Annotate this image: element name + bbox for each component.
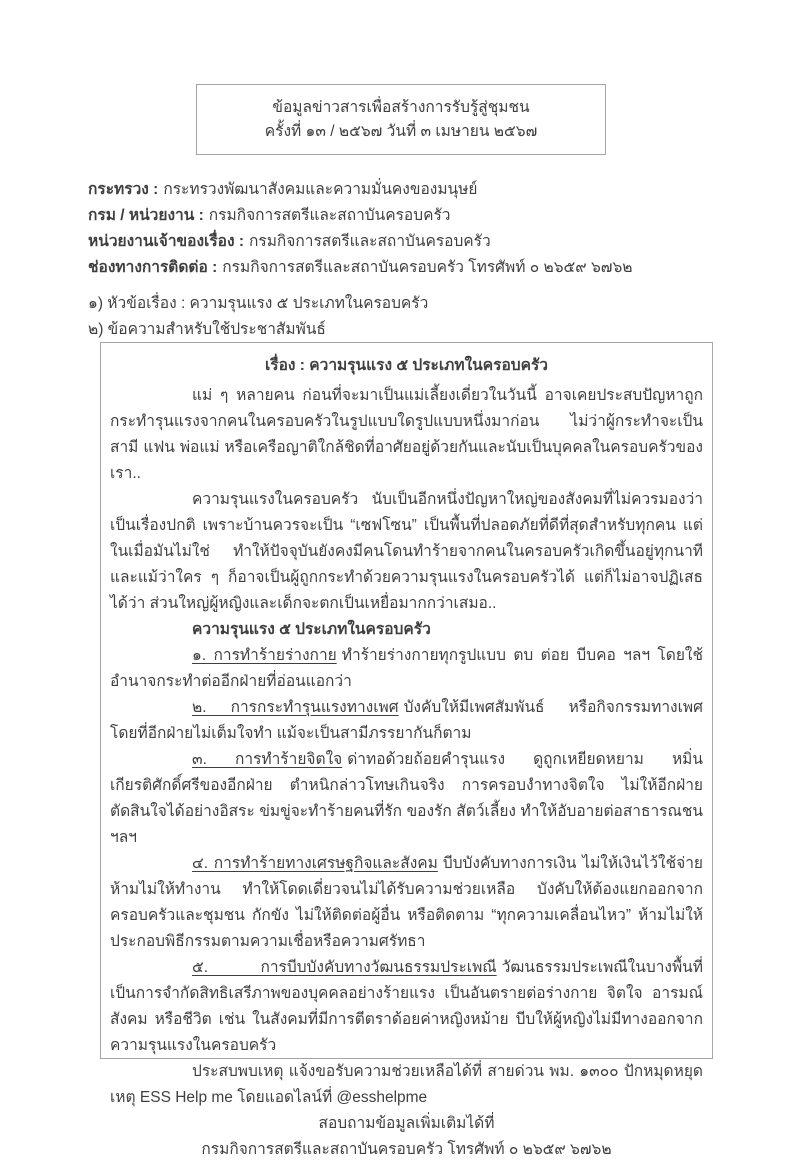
- footer-contact: กรมกิจการสตรีและสถาบันครอบครัว โทรศัพท์ ๐ ๒๖๕๙ ๖๗๖๒: [201, 1141, 612, 1158]
- violence-type-item-1: [110, 643, 703, 695]
- note-pr-message: ๒) ข้อความสำหรับใช้ประชาสัมพันธ์: [88, 321, 326, 338]
- meta-row-ministry: [88, 177, 736, 203]
- article-paragraph-1: แม่ ๆ หลายคน ก่อนที่จะมาเป็นแม่เลี้ยงเดี่ยวในวันนี้ อาจเคยประสบปัญหาถูกกระทำรุนแรงจากคนในครอบครัวในรูปแบบใดรูปแบบหนึ่งมาก่อน ไม่ว่าผู้กระทำจะเป็นสามี แฟน พ่อแม่ หรือเครือญาติใกล้ชิดที่อาศัยอยู่ด้วยกันและนับเป็นบุคคลในครอบครัวของเรา..: [110, 387, 703, 482]
- item-5-heading: ๕. การบีบบังคับทางวัฒนธรรมประเพณี: [192, 959, 497, 976]
- footer-more-info: สอบถามข้อมูลเพิ่มเติมได้ที่: [318, 1115, 495, 1132]
- notes-section: [88, 291, 736, 343]
- meta-value-owner-unit: กรมกิจการสตรีและสถาบันครอบครัว: [249, 233, 491, 250]
- violence-type-item-5: [110, 955, 703, 1059]
- meta-row-contact: [88, 255, 736, 281]
- item-3-text: ด่าทอด้วยถ้อยคำรุนแรง ดูถูกเหยียดหยาม หมิ่นเกียรติศักดิ์ศรีของอีกฝ่าย ตำหนิกล่าวโทษเกินจริง การครอบงำทางจิตใจ ไม่ให้อีกฝ่ายตัดสินใจได้อย่างอิสระ ข่มขู่จะทำร้ายคนที่รัก ของรัก สัตว์เลี้ยง ทำให้อับอายต่อสาธารณชน ฯลฯ: [110, 751, 703, 846]
- article-box: [100, 342, 713, 1158]
- meta-value-department: กรมกิจการสตรีและสถาบันครอบครัว: [208, 207, 451, 224]
- violence-type-item-4: [110, 851, 703, 955]
- article-footer: [110, 1111, 703, 1163]
- article-title: เรื่อง : ความรุนแรง ๕ ประเภทในครอบครัว: [264, 357, 549, 374]
- article-paragraph-2: ความรุนแรงในครอบครัว นับเป็นอีกหนึ่งปัญหาใหญ่ของสังคมที่ไม่ควรมองว่าเป็นเรื่องปกติ เพราะบ้านควรจะเป็น “เซฟโซน” เป็นพื้นที่ปลอดภัยที่ดีที่สุดสำหรับทุกคน แต่ในเมื่อมันไม่ใช่ ทำให้ปัจจุบันยังคงมีคนโดนทำร้ายจากคนในครอบครัวเกิดขึ้นอยู่ทุกนาที และแม้ว่าใคร ๆ ก็อาจเป็นผู้ถูกกระทำด้วยความรุนแรงในครอบครัวได้ แต่ก็ไม่อาจปฏิเสธได้ว่า ส่วนใหญ่ผู้หญิงและเด็กจะตกเป็นเหยื่อมากกว่าเสมอ..: [110, 491, 703, 612]
- note-topic: ๑) หัวข้อเรื่อง : ความรุนแรง ๕ ประเภทในครอบครัว: [88, 295, 429, 312]
- item-1-text: ทำร้ายร่างกายทุกรูปแบบ ตบ ต่อย บีบคอ ฯลฯ โดยใช้อำนาจกระทำต่ออีกฝ่ายที่อ่อนแอกว่า: [110, 647, 703, 690]
- meta-row-department: [88, 203, 736, 229]
- help-hotline-paragraph: ประสบพบเหตุ แจ้งขอรับความช่วยเหลือได้ที่ สายด่วน พม. ๑๓๐๐ ปักหมุดหยุดเหตุ ESS Help me โดยแอดไลน์ที่ @esshelpme: [110, 1063, 703, 1106]
- item-4-heading: ๔. การทำร้ายทางเศรษฐกิจและสังคม: [192, 855, 438, 872]
- item-2-text: บังคับให้มีเพศสัมพันธ์ หรือกิจกรรมทางเพศ โดยที่อีกฝ่ายไม่เต็มใจทำ แม้จะเป็นสามีภรรยากันก็ตาม: [110, 699, 703, 742]
- item-5-text: วัฒนธรรมประเพณีในบางพื้นที่เป็นการจำกัดสิทธิเสรีภาพของบุคคลอย่างร้ายแรง เป็นอันตรายต่อร่างกาย จิตใจ อารมณ์ สังคม หรือชีวิต เช่น ในสังคมที่มีการตีตราด้อยค่าหญิงหม้าย บีบให้ผู้หญิงไม่มีทางออกจากความรุนแรงในครอบครัว: [110, 959, 703, 1054]
- meta-row-owner-unit: [88, 229, 736, 255]
- meta-value-contact: กรมกิจการสตรีและสถาบันครอบครัว โทรศัพท์ ๐ ๒๖๕๙ ๖๗๖๒: [222, 259, 633, 276]
- item-1-heading: ๑. การทำร้ายร่างกาย: [192, 647, 337, 664]
- meta-value-ministry: กระทรวงพัฒนาสังคมและความมั่นคงของมนุษย์: [163, 181, 478, 198]
- violence-type-item-3: [110, 747, 703, 851]
- violence-type-item-2: [110, 695, 703, 747]
- meta-label-ministry: กระทรวง :: [88, 181, 159, 198]
- meta-label-owner-unit: หน่วยงานเจ้าของเรื่อง :: [88, 233, 244, 250]
- article-subheading: ความรุนแรง ๕ ประเภทในครอบครัว: [192, 621, 431, 638]
- header-box: [196, 84, 606, 155]
- header-title: ข้อมูลข่าวสารเพื่อสร้างการรับรู้สู่ชุมชน: [272, 98, 530, 116]
- item-4-text: บีบบังคับทางการเงิน ไม่ให้เงินไว้ใช้จ่าย ห้ามไม่ให้ทำงาน ทำให้โดดเดี่ยวจนไม่ได้รับความช่วยเหลือ บังคับให้ต้องแยกออกจากครอบครัวและชุมชน กักขัง ไม่ให้ติดต่อผู้อื่น หรือติดตาม “ทุกความเคลื่อนไหว” ห้ามไม่ให้ประกอบพิธีกรรมตามความเชื่อหรือความศรัทธา: [110, 855, 703, 950]
- meta-section: [88, 177, 736, 343]
- header-issue-date: ครั้งที่ ๑๓ / ๒๕๖๗ วันที่ ๓ เมษายน ๒๕๖๗: [264, 122, 538, 140]
- meta-label-department: กรม / หน่วยงาน :: [88, 207, 204, 224]
- item-2-heading: ๒. การกระทำรุนแรงทางเพศ: [192, 699, 399, 716]
- item-3-heading: ๓. การทำร้ายจิตใจ: [192, 751, 343, 768]
- meta-label-contact: ช่องทางการติดต่อ :: [88, 259, 218, 276]
